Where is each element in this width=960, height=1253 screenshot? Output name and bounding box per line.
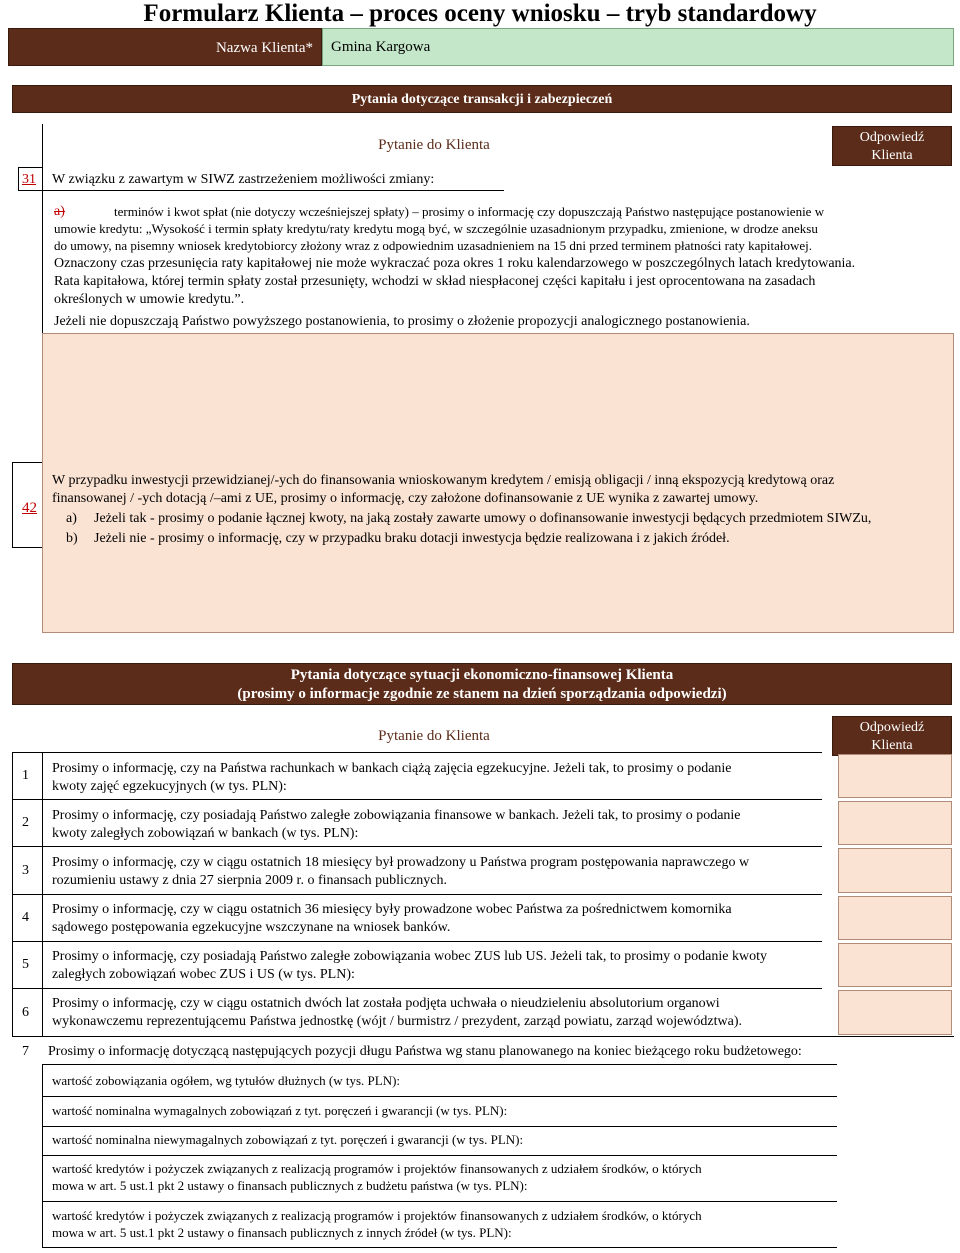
answer-header-2 <box>832 716 952 756</box>
q-number: 1 <box>22 768 29 783</box>
q-text-line: sądowego postępowania egzekucyjne wszczynane na wniosek banków. <box>52 920 451 935</box>
section-transactions-header: Pytania dotyczące transakcji i zabezpieczeń <box>12 85 952 113</box>
answer-box-q1[interactable] <box>838 754 952 798</box>
q31-text: W związku z zawartym w SIWZ zastrzeżeniem możliwości zmiany: <box>52 172 435 187</box>
q-number: 3 <box>22 863 29 878</box>
section-finance-subtitle: (prosimy o informacje zgodnie ze stanem na dzień sporządzania odpowiedzi) <box>237 686 727 702</box>
q31-para2-line: określonych w umowie kredytu.”. <box>54 292 245 307</box>
answer-header-line: Odpowiedź <box>859 720 925 735</box>
section-finance-header <box>12 663 952 705</box>
q-number: 7 <box>22 1044 29 1059</box>
q42-item-b: Jeżeli nie - prosimy o informację, czy w przypadku braku dotacji inwestycja będzie realizowana i z jakich źródeł. <box>94 531 730 546</box>
q-number: 4 <box>22 910 29 925</box>
answer-header-1 <box>832 126 952 166</box>
q42-item-b-marker: b) <box>66 531 78 546</box>
q31-para3: Jeżeli nie dopuszczają Państwo powyższego postanowienia, to prosimy o złożenie propozycji analogicznego postanowienia. <box>54 314 750 329</box>
q7-item: wartość nominalna niewymagalnych zobowiązań z tyt. poręczeń i gwarancji (w tys. PLN): <box>52 1132 524 1147</box>
q-number: 5 <box>22 957 29 972</box>
question-header-2: Pytanie do Klienta <box>378 728 490 744</box>
q42-number: 42 <box>22 500 37 516</box>
q-text-line: kwoty zajęć egzekucyjnych (w tys. PLN): <box>52 779 287 794</box>
q-number: 2 <box>22 815 29 830</box>
q7-item: wartość zobowiązania ogółem, wg tytułów dłużnych (w tys. PLN): <box>52 1073 401 1088</box>
section-finance-title: Pytania dotyczące sytuacji ekonomiczno-finansowej Klienta <box>290 667 674 683</box>
q7-item: mowa w art. 5 ust.1 pkt 2 ustawy o finansach publicznych z innych źródeł (w tys. PLN): <box>52 1225 512 1240</box>
q31-para2-line: Rata kapitałowa, której termin spłaty został przesunięty, wchodzi w skład niespłaconej części kapitału i jest oprocentowana na zasadach <box>54 274 816 289</box>
client-name-field[interactable]: Gmina Kargowa <box>322 28 954 66</box>
answer-header-line: Klienta <box>871 148 913 163</box>
answer-box-q3[interactable] <box>838 848 952 893</box>
q31-number: 31 <box>22 172 36 187</box>
q31-para1-line: umowie kredytu: „Wysokość i termin spłaty kredytu/raty kredytu mogą być, w szczególnie uzasadnionym przypadku, zmienione, w drodze aneksu <box>54 221 818 236</box>
q-text-line: kwoty zaległych zobowiązań w bankach (w tys. PLN): <box>52 826 359 841</box>
q-text-line: Prosimy o informację, czy posiadają Państwo zaległe zobowiązania wobec ZUS lub US. Jeżeli tak, to prosimy o podanie kwoty <box>52 949 767 964</box>
page-title: Formularz Klienta – proces oceny wniosku – tryb standardowy <box>143 0 817 27</box>
q-number: 6 <box>22 1005 29 1020</box>
question-header-1: Pytanie do Klienta <box>378 137 490 153</box>
q7-item: wartość kredytów i pożyczek związanych z realizacją programów i projektów finansowanych z udziałem środków, o których <box>52 1161 702 1176</box>
client-name-label: Nazwa Klienta* <box>8 28 322 66</box>
q-text-line: Prosimy o informację, czy w ciągu ostatnich 36 miesięcy były prowadzone wobec Państwa za pośrednictwem komornika <box>52 902 732 917</box>
q7-item: mowa w art. 5 ust.1 pkt 2 ustawy o finansach publicznych z budżetu państwa (w tys. PLN): <box>52 1178 528 1193</box>
q31-para1-first: terminów i kwot spłat (nie dotyczy wcześniejszej spłaty) – prosimy o informację czy dopuszczają Państwo następujące postanowienie w <box>114 204 825 219</box>
q31-item-marker: a) <box>54 204 65 219</box>
q31-para2-line: Oznaczony czas przesunięcia raty kapitałowej nie może wykraczać poza okres 1 roku kalendarzowego w poszczególnych latach kredytowania. <box>54 256 856 271</box>
q42-item-a-marker: a) <box>66 511 77 526</box>
q42-line: W przypadku inwestycji przewidzianej/-ych do finansowania wnioskowanym kredytem / emisją obligacji / inną ekspozycją kredytową oraz <box>52 473 835 488</box>
q-text-line: Prosimy o informację, czy posiadają Państwo zaległe zobowiązania finansowe w bankach. Jeżeli tak, to prosimy o podanie <box>52 808 741 823</box>
q-text-line: Prosimy o informację, czy w ciągu ostatnich 18 miesięcy był prowadzony u Państwa program postępowania naprawczego w <box>52 855 750 870</box>
q42-item-a: Jeżeli tak - prosimy o podanie łącznej kwoty, na jaką zostały zawarte umowy o dofinansowanie inwestycji będących przedmiotem SIWZu, <box>94 511 872 526</box>
answer-box-q2[interactable] <box>838 801 952 845</box>
answer-box-q6[interactable] <box>838 990 952 1035</box>
answer-header-line: Klienta <box>871 738 913 753</box>
q-text-line: zaległych zobowiązań wobec ZUS i US (w tys. PLN): <box>52 967 355 982</box>
q-text-line: rozumieniu ustawy z dnia 27 sierpnia 2009 r. o finansach publicznych. <box>52 873 448 888</box>
answer-header-line: Odpowiedź <box>859 130 925 145</box>
q7-item: wartość nominalna wymagalnych zobowiązań z tyt. poręczeń i gwarancji (w tys. PLN): <box>52 1103 508 1118</box>
q-text-line: Prosimy o informację, czy w ciągu ostatnich dwóch lat została podjęta uchwała o nieudzieleniu absolutorium organowi <box>52 996 720 1011</box>
answer-box-q4[interactable] <box>838 896 952 940</box>
q-text-line: Prosimy o informację, czy na Państwa rachunkach w bankach ciążą zajęcia egzekucyjne. Jeżeli tak, to prosimy o podanie <box>52 761 732 776</box>
q-text-line: wykonawczemu reprezentującemu Państwa jednostkę (wójt / burmistrz / prezydent, zarząd powiatu, zarząd województwa). <box>52 1014 743 1029</box>
q42-line: finansowanej / -ych dotacją /–ami z UE, prosimy o informację, czy założone dofinansowanie z UE wynika z zawartej umowy. <box>52 491 759 506</box>
answer-box-q5[interactable] <box>838 943 952 987</box>
q7-item: wartość kredytów i pożyczek związanych z realizacją programów i projektów finansowanych z udziałem środków, o których <box>52 1208 702 1223</box>
q31-para1-line: do umowy, na pisemny wniosek kredytobiorcy złożony wraz z odpowiednim uzasadnieniem na 15 dni przed terminem płatności raty kapitałowej. <box>54 238 813 253</box>
q7-text: Prosimy o informację dotyczącą następujących pozycji długu Państwa wg stanu planowanego na koniec bieżącego roku budżetowego: <box>48 1044 802 1059</box>
